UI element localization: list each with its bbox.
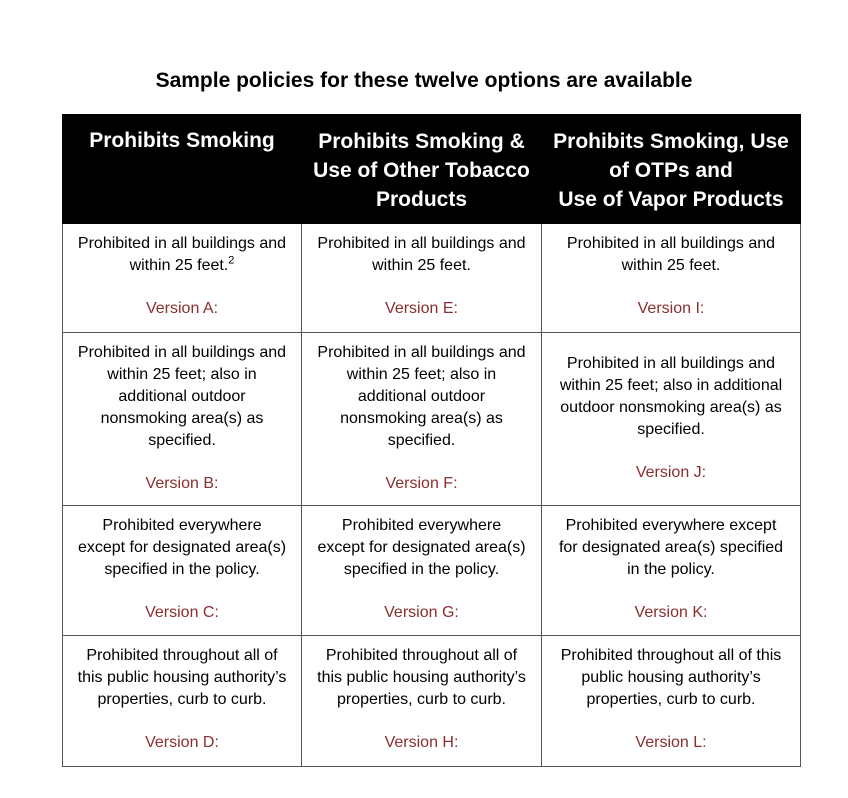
policy-description [69,342,295,452]
header-prohibits-smoking-and-otp [302,115,542,224]
description-line: except for designated area(s) [77,539,287,556]
description-line: properties, curb to curb. [337,691,506,708]
policy-description [548,342,794,441]
policy-description [69,645,295,711]
policy-options-table [62,114,801,767]
policy-description [69,515,295,581]
policy-cell-h [302,636,542,767]
description-line: Prohibited in all buildings and [317,344,526,361]
description-line: within 25 feet. [621,257,721,274]
table-row [63,224,801,333]
description-line: specified. [387,432,456,449]
header-line: Prohibits Smoking & [318,130,525,153]
policy-cell-g [302,506,542,636]
table-body [63,224,801,767]
policy-description [548,233,794,277]
version-label: Version J: [635,464,707,481]
policy-description [308,645,535,711]
description-line: within 25 feet. [372,257,471,274]
policy-description [548,645,794,711]
header-prohibits-smoking [63,115,302,224]
description-line: for designated area(s) specified [558,539,784,556]
header-line: Prohibits Smoking [89,129,275,152]
header-line: Use of Vapor Products [558,188,784,211]
description-line: within 25 feet; also in [107,366,257,383]
description-line: within 25 feet; also in additional [559,377,783,394]
header-line: Prohibits Smoking, Use [553,130,789,153]
description-line: Prohibited in all buildings and [77,344,287,361]
version-label: Version B: [145,475,219,492]
description-line: Prohibited in all buildings and [566,355,776,372]
policy-cell-d [63,636,302,767]
description-line: Prohibited everywhere except [565,517,777,534]
table-row [63,636,801,767]
description-line: Prohibited in all buildings and [317,235,526,252]
description-line: within 25 feet; also in [346,366,497,383]
policy-cell-e [302,224,542,333]
policy-cell-j [542,333,801,506]
table-row [63,333,801,506]
version-label: Version F: [385,475,458,492]
policy-cell-b [63,333,302,506]
policy-description [308,342,535,452]
description-line: additional outdoor [357,388,486,405]
description-line: within 25 feet. [129,257,229,274]
description-line: Prohibited throughout all of [325,647,518,664]
version-label: Version L: [635,734,707,751]
policy-cell-i [542,224,801,333]
description-line: this public housing authority’s [77,669,287,686]
description-line: specified. [148,432,216,449]
version-label: Version A: [145,300,219,317]
description-line: Prohibited throughout all of [86,647,278,664]
description-line: except for designated area(s) [317,539,526,556]
policy-cell-k [542,506,801,636]
policy-description [308,233,535,277]
policy-description [69,233,295,277]
description-line: Prohibited in all buildings and [566,235,776,252]
description-line: properties, curb to curb. [97,691,267,708]
version-label: Version C: [145,604,219,621]
version-label: Version H: [384,734,459,751]
version-label: Version K: [634,604,708,621]
description-line: specified in the policy. [343,561,500,578]
policy-description [548,515,794,581]
policy-cell-f [302,333,542,506]
header-line: Products [375,188,467,211]
policy-description [308,515,535,581]
policy-cell-l [542,636,801,767]
header-line: of OTPs and [609,159,733,182]
version-label: Version E: [385,300,458,317]
policy-cell-a [63,224,302,333]
table-row [63,506,801,636]
description-line: Prohibited everywhere [102,517,262,534]
header-prohibits-smoking-otp-vapor [542,115,801,224]
version-label: Version G: [384,604,459,621]
policy-cell-c [63,506,302,636]
description-line: nonsmoking area(s) as [100,410,264,427]
description-line: public housing authority’s [581,669,761,686]
description-line: nonsmoking area(s) as [340,410,503,427]
description-line: this public housing authority’s [317,669,526,686]
footnote-marker: 2 [228,254,235,267]
page-title: Sample policies for these twelve options are available [155,69,693,92]
description-line: additional outdoor [118,388,246,405]
table-header [63,115,801,224]
description-line: specified in the policy. [104,561,260,578]
header-line: Use of Other Tobacco [313,159,530,182]
description-line: Prohibited everywhere [341,517,502,534]
description-line-with-footnote [69,255,295,277]
description-line: in the policy. [627,561,715,578]
description-line: outdoor nonsmoking area(s) as [560,399,782,416]
version-label: Version I: [637,300,705,317]
description-line: properties, curb to curb. [586,691,756,708]
description-line: Prohibited in all buildings and [77,235,287,252]
version-label: Version D: [145,734,219,751]
description-line: Prohibited throughout all of this [560,647,782,664]
header-row [63,115,801,224]
description-line: specified. [637,421,705,438]
